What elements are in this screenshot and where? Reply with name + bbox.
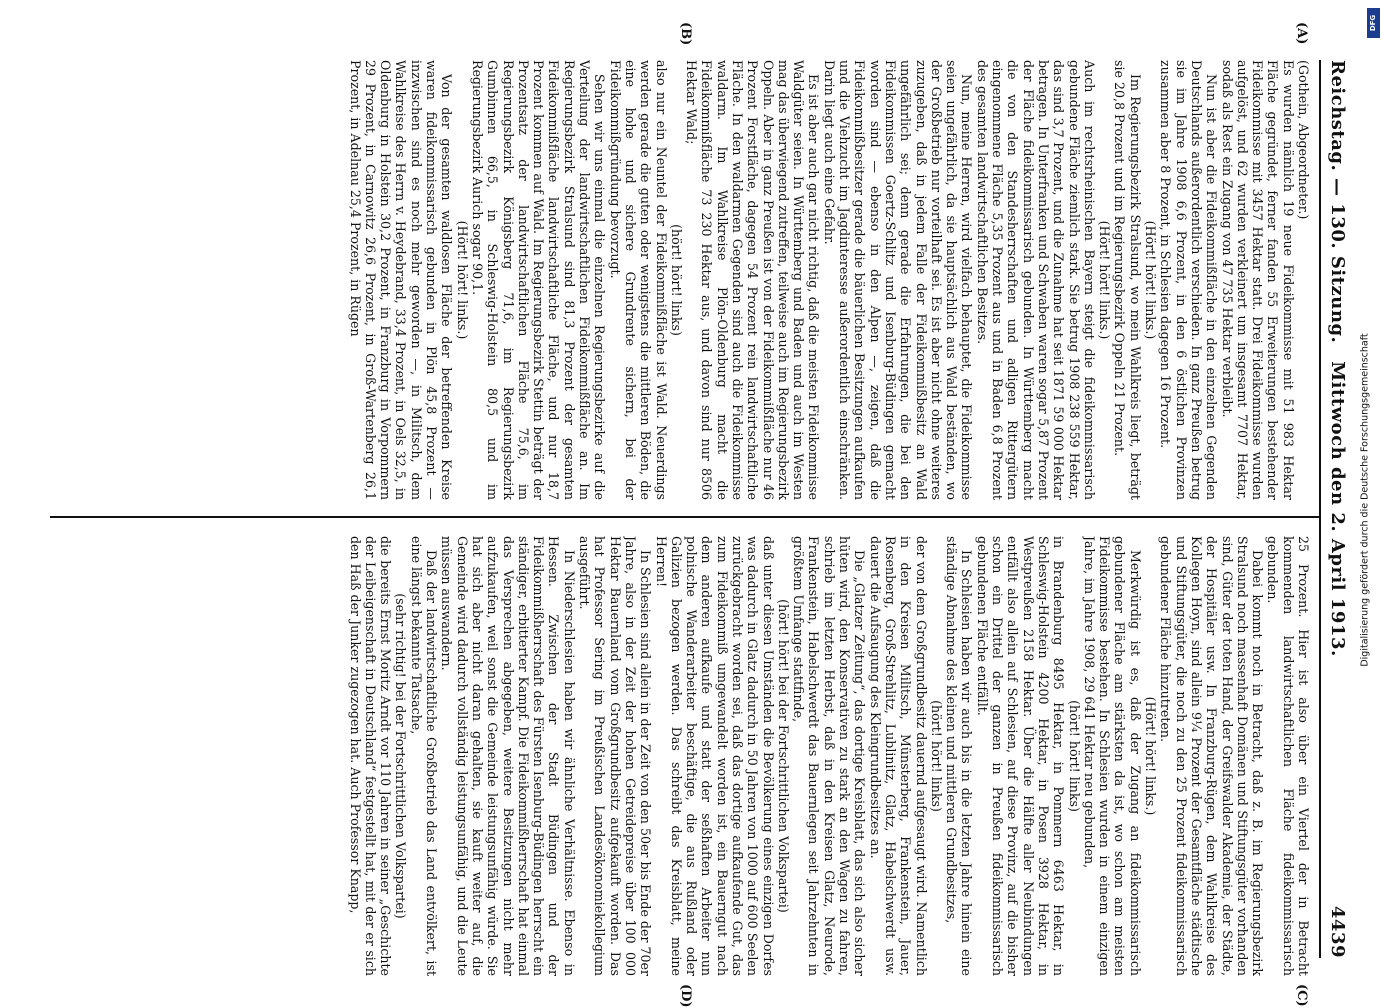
paragraph: 25 Prozent. Hier ist also über ein Viertel der in Betracht kommenden landwirtschaftlichen Fläche fideikommissarisch gebunden. bbox=[1265, 536, 1311, 976]
header-date: Mittwoch den 2. April 1913. bbox=[1327, 361, 1348, 657]
right-text-column bbox=[48, 536, 1311, 976]
paragraph: Nun, meine Herren, wird vielfach behauptet, die Fideikommisse seien ungefährlich, da sie hauptsächlich aus Wald beständen, wo der Großbetrieb nur vorteilhaft sei. Es ist aber nicht ohne weiteres zuzugeben, daß in jedem Falle der Fideikommißbesitz an Wald ungefährlich sei; denn gerade die Erfahrungen, die bei den Fideikommissen Goertz-Schlitz und Isenburg-Büdingen gemacht worden sind — ebenso in den Alpen —, zeigen, daß die Fideikommißbesitzer gerade die bäuerlichen Besitzungen aufkaufen und die Viehzucht im Jagdinteresse außerordentlich einschränken. Darin liegt auch eine Gefahr. bbox=[821, 60, 975, 500]
dfg-logo bbox=[1367, 8, 1380, 38]
paragraph: Von der gesamten waldlosen Fläche der betreffenden Kreise waren fideikommissarisch gebunden in Plön 45,8 Prozent — inzwischen sind es noch mehr geworden —, in Militsch, dem Wahlkreise des Herrn v. Heydebrand, 33,4 Prozent, in Oels 32,5, in Oldenburg in Holstein 30,2 Prozent, in Franzburg in Vorpommern 29 Prozent, in Carnowitz 26,6 Prozent, in Groß-Wartenberg 26,1 Prozent, in Adelnau 25,4 Prozent, in Rügen bbox=[347, 60, 455, 500]
column-divider bbox=[50, 516, 1319, 518]
dfg-logo-text: DFG bbox=[1369, 14, 1378, 32]
margin-marker-c: (C) bbox=[1294, 984, 1309, 1007]
digitization-credit: Digitalisierung gefördert durch die Deutsche Forschungsgemeinschaft bbox=[1359, 333, 1371, 667]
margin-marker-d: (D) bbox=[678, 984, 693, 1008]
paragraph: (hört! hört! bei der Fortschrittlichen Volkspartei) bbox=[775, 599, 791, 913]
header-page-number: 4439 bbox=[1327, 905, 1348, 958]
header-left-title: Reichstag. — 130. Sitzung. bbox=[1327, 60, 1348, 344]
paragraph: Es ist aber auch gar nicht richtig, daß die meisten Fideikommisse Waldgüter seien. In Württemberg und Baden und auch im Westen mag das überwiegend zutreffen, teilweise auch im Regierungsbezirk Oppeln. Aber in ganz Preußen ist von der Fideikommißfläche nur 46 Prozent Forstfläche, dagegen 54 Prozent rein landwirtschaftliche Fläche. In den waldarmen Gegenden sind auch die Fideikommisse waldarm. Im Wahlkreise Plön-Oldenburg macht die Fideikommißfläche 73 230 Hektar aus, und davon sind nur 8506 Hektar Wald; bbox=[684, 60, 822, 500]
page-header bbox=[1319, 60, 1355, 958]
paragraph: die bereits Ernst Moritz Arndt vor 110 Jahren in seiner „Geschichte der Leibeigenschaft in Deutschland“ festgestellt hat, mit der er sich den Haß der Junker zugezogen hat. Auch Professor Knapp, bbox=[347, 536, 394, 976]
margin-marker-b: (B) bbox=[678, 22, 693, 46]
paragraph: (sehr richtig! bei der Fortschrittlichen Volkspartei) bbox=[393, 593, 409, 919]
paragraph: (Hört! hört! links.) bbox=[1097, 220, 1113, 340]
paragraph: Die „Glatzer Zeitung“, das dortige Kreisblatt, das sich also sicher hüten wird, den Konservativen zu stark an den Wagen zu fahren, schrieb im letzten Herbst, daß in den Kreisen Glatz, Neurode, Frankenstein, Habelschwerdt das Bauernlegen seit Jahrzehnten in größtem Umfange stattfinde, bbox=[791, 536, 868, 976]
paragraph: In Schlesien haben wir auch bis in die letzten Jahre hinein eine ständige Abnahme des kleinen und mittleren Grundbesitzes, bbox=[944, 536, 975, 976]
paragraph: In Niederschlesien haben wir ähnliche Verhältnisse. Ebenso in Hessen. Zwischen der Stadt Büdingen und der Fideikommißherrschaft des Fürsten Isenburg-Büdingen herrscht ein ständiger, erbitterter Kampf. Die Fideikommißherrschaft hat einmal das Versprechen abgegeben, weitere Besitzungen nicht mehr aufzukaufen, weil sonst die Gemeinde leistungsunfähig würde. Sie hat sich aber nicht daran gehalten, sie kauft weiter auf, die Gemeinde wird dadurch vollständig leistungsunfähig, und die Leute müssen auswandern. bbox=[439, 536, 577, 976]
margin-marker-a: (A) bbox=[1294, 22, 1309, 45]
left-text-column bbox=[48, 60, 1311, 500]
paragraph: Auch im rechtsrheinischen Bayern steigt die fideikommissarisch gebundene Fläche ziemlich stark. Sie betrug 1908 238 559 Hektar, das sind 3,7 Prozent, und die Zunahme hat seit 1871 59 000 Hektar betragen. In Unterfranken und Schwaben waren sogar 5,87 Prozent der Fläche fideikommissarisch gebunden. In Württemberg macht die von den Standesherrschaften und adligen Rittergütern eingenommene Fläche 5,35 Prozent aus und in Baden 6,8 Prozent des gesamten landwirtschaftlichen Besitzes. bbox=[974, 60, 1097, 500]
paragraph: Dabei kommt noch in Betracht, daß z. B. im Regierungsbezirk Stralsund noch massenhaft Domänen und Stiftungsgüter vorhanden sind, Güter der toten Hand, der Greifswalder Akademie, der Städte, der Hospitäler usw. In Franzburg-Rügen, dem Wahlkreise des Kollegen Hoyn, sind allein 9¼ Prozent der Gesamtfläche städtische und Stiftungsgüter, die noch zu den 25 Prozent fideikommissarisch gebundener Fläche hinzutreten. bbox=[1158, 536, 1266, 976]
paragraph: Daß der landwirtschaftliche Großbetrieb das Land entvölkert, ist eine längst bekannte Tatsache, bbox=[408, 536, 440, 976]
paragraph: in Brandenburg 8495 Hektar, in Pommern 6463 Hektar, in Schleswig-Holstein 4200 Hektar, in Posen 3928 Hektar, in Westpreußen 2158 Hektar. Über die Hälfte aller Neubindungen entfällt also allein auf Schlesien, auf diese Provinz, auf die bisher schon ein Drittel der ganzen in Preußen fideikommissarisch gebundenen Fläche entfällt. bbox=[974, 536, 1067, 976]
paragraph: Im Regierungsbezirk Stralsund, wo mein Wahlkreis liegt, beträgt sie 20,8 Prozent und im Regierungsbezirk Oppeln 21 Prozent. bbox=[1112, 60, 1143, 500]
paragraph: Sehen wir uns einmal die einzelnen Regierungsbezirke auf die Verteilung der landwirtschaftlichen Fideikommißfläche an. Im Regierungsbezirk Stralsund sind 81,3 Prozent der gesamten Fideikommißfläche landwirtschaftliche Fläche, und nur 18,7 Prozent kommen auf Wald. Im Regierungsbezirk Stettin beträgt der Prozentsatz der landwirtschaftlichen Fläche 75,6, im Regierungsbezirk Königsberg 71,6, im Regierungsbezirk Gumbinnen 66,5, in Schleswig-Holstein 80,5 und im Regierungsbezirk Aurich sogar 90,1. bbox=[469, 60, 608, 500]
paragraph: (Gothein, Abgeordneter.) bbox=[1296, 60, 1311, 220]
paragraph: (hört! hört! links) bbox=[668, 224, 684, 336]
paragraph: (Hört! hört! links.) bbox=[454, 220, 470, 340]
paragraph: der von dem Großgrundbesitz dauernd aufgesaugt wird. Namentlich in den Kreisen Militsch, Münsterberg, Frankenstein, Jauer, Rosenberg, Groß-Strehlitz, Lublinitz, Glatz, Habelschwerdt usw. dauert die Aufsaugung des Kleingrundbesitzes an. bbox=[867, 536, 929, 976]
paragraph: (hört! hört! links) bbox=[1066, 700, 1082, 812]
paragraph: (hört! hört! links) bbox=[928, 700, 944, 812]
paragraph: (Hört! hört! links.) bbox=[1143, 220, 1159, 340]
paragraph: daß unter diesen Umständen die Bevölkerung eines einzigen Dorfes was dadurch in Glatz dadurch in 50 Jahren von 1000 auf 600 Seelen zurückgebracht worden sei, daß das dortige aufkaufende Gut, das zum Fideikommiß umgewandelt worden ist, ein Bauerngut nach dem anderen aufkaufe und statt der seßhaften Arbeiter nun polnische Wanderarbeiter beschäftige, die aus Rußland oder Galizien bezogen werden. Das schreibt das Kreisblatt, meine Herren! bbox=[653, 536, 776, 976]
paragraph: (Hört! hört! links.) bbox=[1143, 696, 1159, 816]
paragraph: Merkwürdig ist es, daß der Zugang an fideikommissarisch gebundener Fläche am stärksten da ist, wo schon am meisten Fideikommisse bestehen. In Schlesien wurden in einem einzigen Jahre, im Jahre 1908, 29 641 Hektar neu gebunden, bbox=[1081, 536, 1143, 976]
paragraph: Nun ist aber die Fideikommißfläche in den einzelnen Gegenden Deutschlands außerordentlich verschieden. In ganz Preußen betrug sie im Jahre 1908 6,6 Prozent, in den 6 östlichen Provinzen zusammen aber 8 Prozent, in Schlesien dagegen 16 Prozent. bbox=[1158, 60, 1220, 500]
paragraph: also nur ein Neuntel der Fideikommißfläche ist Wald. Neuerdings werden gerade die guten oder wenigstens die mittleren Böden, die eine hohe und sichere Grundrente sichern, bei der Fideikommißgründung bevorzugt. bbox=[607, 60, 669, 500]
paragraph: In Schlesien sind allein in der Zeit von den 50er bis Ende der 70er Jahre, also in der Zeit der hohen Getreidepreise über 100 000 Hektar Bauernland vom Großgrundbesitz aufgekauft worden. Das hat Professor Sering im Preußischen Landesökonomiekollegium ausgeführt. bbox=[577, 536, 654, 976]
paragraph: Es wurden nämlich 19 neue Fideikommisse mit 51 983 Hektar Fläche gegründet, ferner fanden 55 Erweiterungen bestehender Fideikommisse mit 3457 Hektar statt. Drei Fideikommisse wurden aufgelöst, und 62 wurden verkleinert um insgesamt 7707 Hektar, sodaß als Rest ein Zugang von 47 735 Hektar verbleibt. bbox=[1219, 60, 1296, 500]
